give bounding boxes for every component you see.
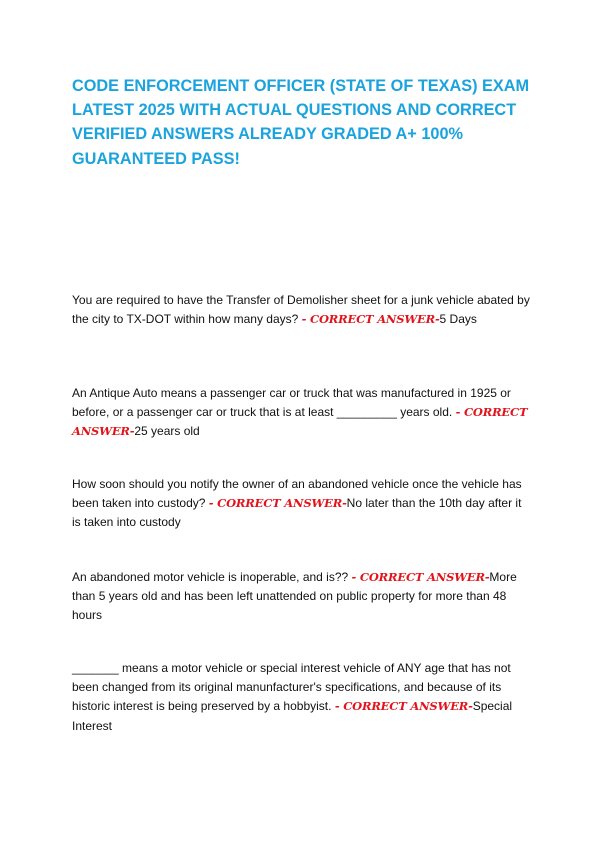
answer-text: More than 5 years old and has been left unattended on public property for more than 48 hours [72,570,517,623]
correct-answer-marker: - CORRECT ANSWER- [351,570,490,584]
qa-item [72,568,532,626]
qa-item [72,475,532,533]
correct-answer-marker: - CORRECT ANSWER- [301,312,440,327]
document-title: CODE ENFORCEMENT OFFICER (STATE OF TEXAS) EXAM LATEST 2025 WITH ACTUAL QUESTIONS AND CORRECT VERIFIED ANSWERS ALREADY GRADED A+ 100% GUARANTEED PASS! [72,77,530,168]
answer-text: 25 years old [134,424,200,439]
question-text: How soon should you notify the owner of an abandoned vehicle once the vehicle has been taken into custody? [72,477,522,511]
qa-item [72,384,532,442]
answer-text: No later than the 10th day after it is taken into custody [72,496,522,530]
question-text: You are required to have the Transfer of Demolisher sheet for a junk vehicle abated by the city to TX-DOT within how many days? [72,293,530,327]
answer-text: Special Interest [72,699,513,733]
correct-answer-marker: - CORRECT ANSWER- [334,699,473,714]
question-text: An Antique Auto means a passenger car or truck that was manufactured in 1925 or before, or a passenger car or truck that is at least _________ years old. [72,386,511,420]
correct-answer-marker: - CORRECT ANSWER- [72,405,528,439]
qa-item [72,659,532,736]
qa-item [72,291,532,329]
question-text: An abandoned motor vehicle is inoperable, and is?? [72,570,352,584]
question-text: _______ means a motor vehicle or special interest vehicle of ANY age that has not been changed from its original manunfacturer's specifications, and because of its historic interest is being preserved by a hobbyist. [72,661,511,714]
answer-text: 5 Days [439,312,477,327]
correct-answer-marker: - CORRECT ANSWER- [208,496,347,511]
